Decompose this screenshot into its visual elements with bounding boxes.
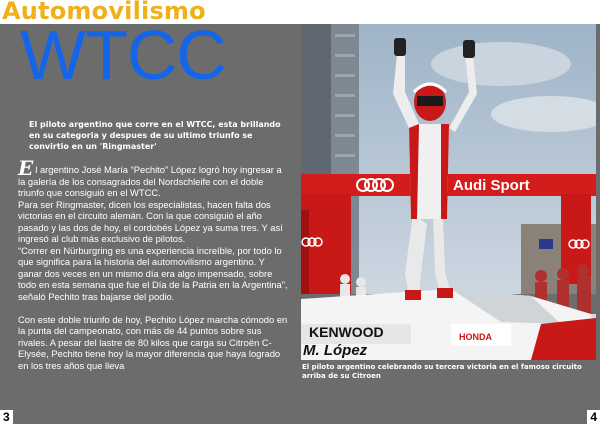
page-number-right: 4 (587, 410, 600, 424)
article-title: WTCC (20, 16, 226, 94)
race-photo (301, 24, 596, 360)
car-sponsor-2: HONDA (459, 332, 492, 342)
body-paragraph: Para ser Ringmaster, dicen los especialistas, hacen falta dos victorias en el circuito alemán. Con la que consiguió el año pasado y las dos de hoy, el cordobés López ya suma tres. Y así ingresó al club más exclusivo de pilotos. (18, 198, 283, 244)
section-title: Automovilismo (2, 0, 206, 25)
page-number-left: 3 (0, 410, 13, 424)
paragraph-text: l argentino José María “Pechito” López logró hoy ingresar a la galería de los consagrados del Nordschleife con el doble triunfo que consiguió en el WTCC. (18, 164, 282, 198)
body-paragraph: Con este doble triunfo de hoy, Pechito López marcha cómodo en la punta del campeonato, con más de 44 puntos sobre sus rivales. A pesar del lastre de 80 kilos que carga su Citroën C-Elysée, Pechito tiene hoy la mayor diferencia que haya logrado en los tres años que lleva (18, 313, 288, 371)
body-paragraph (18, 156, 290, 199)
article-body (18, 156, 290, 371)
banner-text: Audi Sport (453, 177, 530, 194)
article-subtitle: El piloto argentino que corre en el WTCC, esta brillando en su categoria y despues de su ultimo triunfo se convirtio en un 'Ringmaster' (29, 120, 281, 151)
drop-cap: E (18, 156, 34, 180)
body-paragraph: “Correr en Nürburgring es una experiencia increíble, por todo lo que significa para la historia del automovilismo argentino. Y ganar dos veces en un mismo día era algo impensado, sobre todo en esta semana que fue el Día de la Patria en la Argentina”, señaló Pechito tras bajarse del podio. (18, 244, 288, 302)
car-sponsor: KENWOOD (309, 324, 384, 340)
photo-caption: El piloto argentino celebrando su tercera victoria en el famoso circuito arriba de su Citroen (302, 363, 582, 380)
car-name: M. López (303, 342, 368, 359)
